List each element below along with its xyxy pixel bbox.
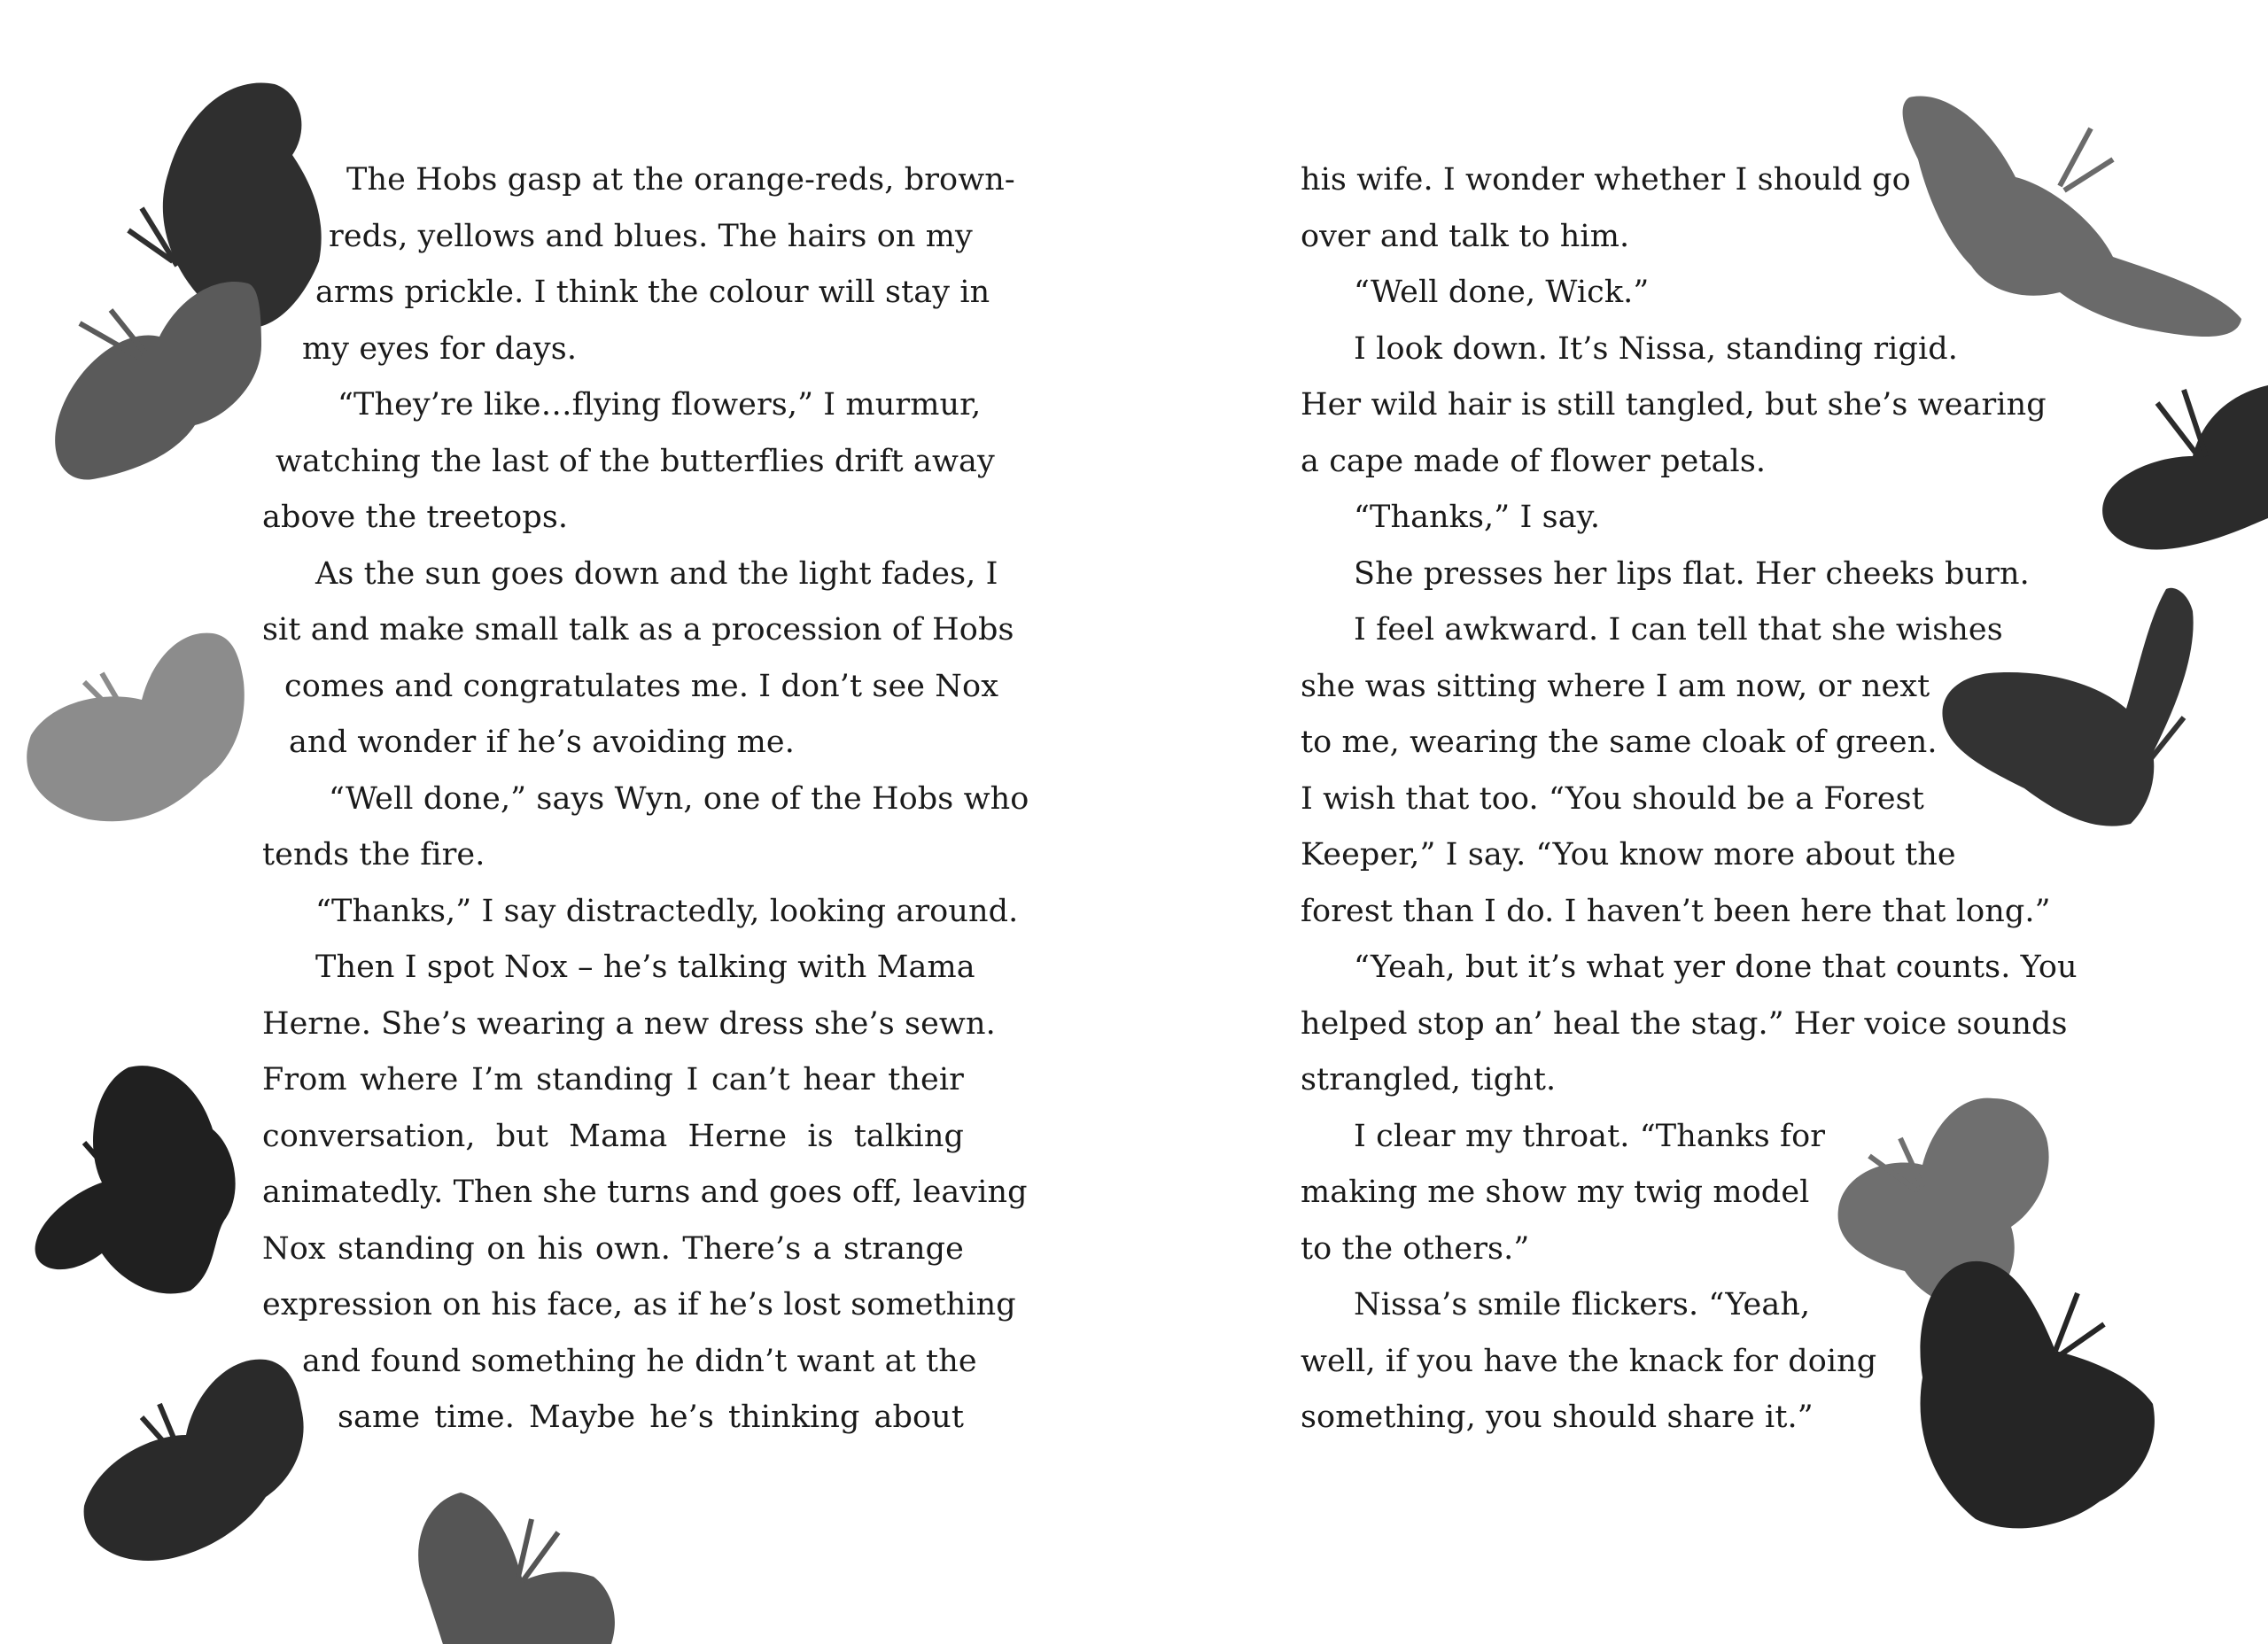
- text-line: I wish that too. “You should be a Forest: [1301, 780, 1924, 817]
- text-line: comes and congratulates me. I don’t see Nox: [284, 668, 999, 704]
- text-line: my eyes for days.: [302, 330, 578, 367]
- text-line: strangled, tight.: [1301, 1062, 1557, 1097]
- text-line: From where I’m standing I can’t hear their: [262, 1062, 964, 1097]
- butterfly-icon: [18, 629, 257, 833]
- text-line: a cape made of flower petals.: [1301, 443, 1767, 479]
- left-page-text: [262, 152, 1029, 1446]
- text-line: sit and make small talk as a procession of Hobs: [262, 612, 1014, 648]
- text-line: As the sun goes down and the light fades, I: [315, 555, 998, 592]
- text-line: Then I spot Nox – he’s talking with Mama: [315, 950, 975, 985]
- text-line: I look down. It’s Nissa, standing rigid.: [1354, 330, 1958, 367]
- butterfly-icon: [27, 275, 266, 487]
- text-line: arms prickle. I think the colour will stay in: [315, 275, 990, 310]
- text-line: “Yeah, but it’s what yer done that counts. You: [1354, 950, 2078, 985]
- text-line: over and talk to him.: [1301, 218, 1630, 254]
- right-page: [1134, 0, 2268, 1644]
- text-line: making me show my twig model: [1301, 1175, 1810, 1210]
- text-line: “Thanks,” I say distractedly, looking around.: [315, 893, 1019, 929]
- text-line: watching the last of the butterflies drift away: [276, 443, 995, 479]
- text-line: conversation, but Mama Herne is talking: [262, 1118, 964, 1154]
- text-line: “Well done, Wick.”: [1354, 275, 1650, 310]
- right-page-text: [1301, 152, 2078, 1446]
- text-line: “They’re like…flying flowers,” I murmur,: [338, 387, 982, 423]
- butterfly-icon: [31, 1059, 244, 1298]
- text-line: She presses her lips flat. Her cheeks burn.: [1354, 555, 2030, 592]
- text-line: reds, yellows and blues. The hairs on my: [329, 218, 973, 254]
- text-line: to the others.”: [1301, 1230, 1530, 1267]
- text-line: forest than I do. I haven’t been here that long.”: [1301, 893, 2051, 929]
- text-line: same time. Maybe he’s thinking about: [338, 1400, 964, 1435]
- text-line: above the treetops.: [262, 500, 569, 535]
- text-line: expression on his face, as if he’s lost something: [262, 1287, 1016, 1322]
- text-line: I feel awkward. I can tell that she wishes: [1354, 612, 2003, 648]
- text-line: something, you should share it.”: [1301, 1400, 1814, 1435]
- text-line: helped stop an’ heal the stag.” Her voice sounds: [1301, 1005, 2068, 1042]
- text-line: his wife. I wonder whether I should go: [1301, 162, 1911, 198]
- text-line: Nissa’s smile flickers. “Yeah,: [1354, 1287, 1811, 1322]
- text-line: and found something he didn’t want at the: [302, 1343, 977, 1379]
- text-line: Herne. She’s wearing a new dress she’s sewn.: [262, 1005, 996, 1042]
- text-line: well, if you have the knack for doing: [1301, 1343, 1877, 1379]
- text-line: Her wild hair is still tangled, but she’s wearing: [1301, 387, 2047, 423]
- butterfly-icon: [408, 1493, 638, 1644]
- text-line: The Hobs gasp at the orange-reds, brown-: [346, 162, 1015, 198]
- butterfly-icon: [2095, 350, 2268, 554]
- text-line: tends the fire.: [262, 837, 485, 872]
- text-line: Keeper,” I say. “You know more about the: [1301, 837, 1956, 872]
- text-line: to me, wearing the same cloak of green.: [1301, 725, 1938, 760]
- text-line: “Well done,” says Wyn, one of the Hobs who: [329, 780, 1029, 817]
- text-line: “Thanks,” I say.: [1354, 500, 1601, 535]
- text-line: and wonder if he’s avoiding me.: [289, 725, 795, 760]
- text-line: she was sitting where I am now, or next: [1301, 668, 1930, 704]
- text-line: Nox standing on his own. There’s a strange: [262, 1230, 964, 1267]
- text-line: I clear my throat. “Thanks for: [1354, 1118, 1826, 1154]
- text-line: animatedly. Then she turns and goes off, leaving: [262, 1175, 1028, 1210]
